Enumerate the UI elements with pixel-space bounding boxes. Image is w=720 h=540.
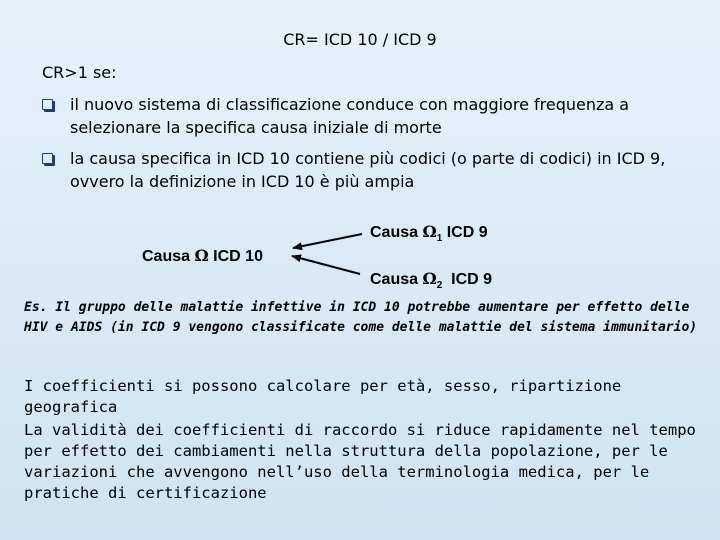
intro-condition: CR>1 se: xyxy=(42,63,117,82)
slide-title: CR= ICD 10 / ICD 9 xyxy=(283,30,437,49)
source-cause-label: Causa Ω ICD 10 xyxy=(142,246,263,265)
bullet-text: il nuovo sistema di classificazione conduce con maggiore frequenza a selezionare la specifica causa iniziale di morte xyxy=(70,95,630,137)
target-cause-label: Causa $\Omega_1$ ICD 9 xyxy=(370,222,488,244)
arrow-to-cause-1 xyxy=(293,234,362,248)
target-cause-label: Causa $\Omega_2$ ICD 9 xyxy=(370,269,493,291)
bullet-text: la causa specifica in ICD 10 contiene più codici (o parte di codici) in ICD 9, ovvero la definizione in ICD 10 è più ampia xyxy=(70,149,666,191)
example-paragraph: Es. Il gruppo delle malattie infettive in ICD 10 potrebbe aumentare per effetto delle HIV e AIDS (in ICD 9 vengono classificate come delle malattie del sistema immunitario) xyxy=(24,300,698,335)
note-paragraph: La validità dei coefficienti di raccordo si riduce rapidamente nel tempo per effetto dei cambiamenti nella struttura della popolazione, per le variazioni che avvengono nell’uso della terminologia medica, per le pratiche di certificazione xyxy=(24,421,696,502)
note-paragraph: I coefficienti si possono calcolare per età, sesso, ripartizione geografica xyxy=(24,377,622,416)
arrow-to-cause-2 xyxy=(292,256,360,274)
